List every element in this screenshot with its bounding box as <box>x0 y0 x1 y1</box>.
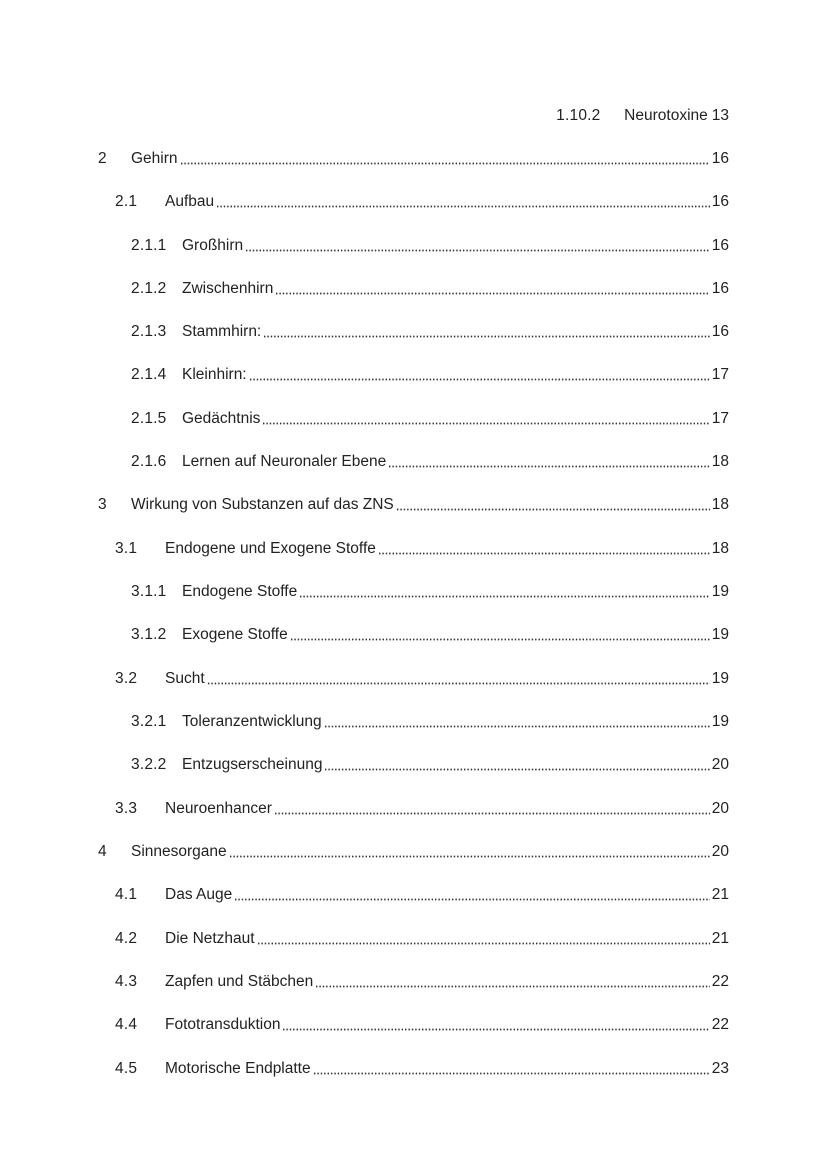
toc-entry-title: Großhirn <box>182 237 244 254</box>
toc-entry-title: Sinnesorgane <box>131 843 227 860</box>
toc-entry-title: Neurotoxine <box>624 107 708 124</box>
dot-leader <box>207 682 710 685</box>
toc-entry-number: 2.1.1 <box>131 237 167 254</box>
toc-entry-page: 16 <box>711 280 729 297</box>
toc-entry-page: 18 <box>711 540 729 557</box>
toc-entry-1-10-2[interactable] <box>556 103 729 125</box>
toc-entry-number: 4.4 <box>115 1016 138 1033</box>
toc-entry-page: 22 <box>711 973 729 990</box>
toc-entry-title: Aufbau <box>165 193 215 210</box>
toc-entry-3[interactable] <box>98 492 729 514</box>
dot-leader <box>313 1072 710 1075</box>
toc-entry-4[interactable] <box>98 839 729 861</box>
toc-entry-number: 2 <box>98 150 107 167</box>
toc-entry-title: Die Netzhaut <box>165 930 255 947</box>
toc-entry-page: 19 <box>711 626 729 643</box>
toc-entry-title: Toleranzentwicklung <box>182 713 322 730</box>
toc-entry-page: 16 <box>711 150 729 167</box>
dot-leader <box>275 292 709 295</box>
toc-entry-page: 16 <box>711 193 729 210</box>
toc-entry-page: 19 <box>711 713 729 730</box>
dot-leader <box>262 422 709 425</box>
toc-entry-number: 3.1.1 <box>131 583 167 600</box>
toc-entry-number: 3 <box>98 496 107 513</box>
toc-entry-number: 1.10.2 <box>556 107 601 124</box>
toc-entry-title: Endogene Stoffe <box>182 583 298 600</box>
toc-entry-2-1-4[interactable] <box>131 362 729 384</box>
toc-entry-page: 22 <box>711 1016 729 1033</box>
toc-entry-3-1-1[interactable] <box>131 579 729 601</box>
dot-leader <box>263 335 710 338</box>
toc-entry-page: 19 <box>711 583 729 600</box>
toc-entry-number: 2.1.2 <box>131 280 167 297</box>
toc-entry-page: 19 <box>711 670 729 687</box>
dot-leader <box>324 725 710 728</box>
toc-entry-number: 2.1 <box>115 193 138 210</box>
toc-entry-2-1[interactable] <box>115 189 729 211</box>
toc-entry-4-2[interactable] <box>115 926 729 948</box>
toc-entry-title: Das Auge <box>165 886 233 903</box>
dot-leader <box>257 942 710 945</box>
toc-entry-number: 3.3 <box>115 800 138 817</box>
toc-entry-title: Zapfen und Stäbchen <box>165 973 314 990</box>
toc-entry-title: Neuroenhancer <box>165 800 272 817</box>
toc-entry-number: 3.2 <box>115 670 138 687</box>
toc-entry-title: Gehirn <box>131 150 178 167</box>
toc-entry-number: 3.2.2 <box>131 756 167 773</box>
toc-entry-title: Entzugserscheinung <box>182 756 323 773</box>
toc-entry-number: 2.1.4 <box>131 366 167 383</box>
toc-entry-title: Gedächtnis <box>182 410 261 427</box>
toc-entry-number: 4.2 <box>115 930 138 947</box>
toc-entry-number: 2.1.6 <box>131 453 167 470</box>
toc-entry-page: 17 <box>711 366 729 383</box>
toc-entry-3-2-1[interactable] <box>131 709 729 731</box>
toc-entry-page: 23 <box>711 1060 729 1077</box>
toc-entry-2[interactable] <box>98 146 729 168</box>
toc-entry-2-1-2[interactable] <box>131 276 729 298</box>
toc-entry-title: Fototransduktion <box>165 1016 281 1033</box>
toc-entry-page: 16 <box>711 323 729 340</box>
toc-entry-number: 3.1 <box>115 540 138 557</box>
toc-entry-number: 4.5 <box>115 1060 138 1077</box>
toc-entry-number: 2.1.3 <box>131 323 167 340</box>
dot-leader <box>249 378 710 381</box>
dot-leader <box>378 552 710 555</box>
toc-entry-page: 20 <box>711 800 729 817</box>
toc-entry-title: Sucht <box>165 670 205 687</box>
toc-entry-3-2-2[interactable] <box>131 752 729 774</box>
toc-entry-number: 4.3 <box>115 973 138 990</box>
toc-entry-number: 3.1.2 <box>131 626 167 643</box>
toc-entry-page: 21 <box>711 886 729 903</box>
toc-entry-3-2[interactable] <box>115 666 729 688</box>
toc-entry-title: Endogene und Exogene Stoffe <box>165 540 376 557</box>
dot-leader <box>299 595 710 598</box>
toc-entry-number: 4.1 <box>115 886 138 903</box>
toc-entry-2-1-6[interactable] <box>131 449 729 471</box>
toc-entry-page: 18 <box>711 453 729 470</box>
toc-entry-number: 3.2.1 <box>131 713 167 730</box>
toc-entry-4-4[interactable] <box>115 1012 729 1034</box>
toc-entry-3-1[interactable] <box>115 536 729 558</box>
dot-leader <box>290 638 710 641</box>
toc-entry-title: Stammhirn: <box>182 323 262 340</box>
toc-entry-2-1-5[interactable] <box>131 406 729 428</box>
toc-entry-4-1[interactable] <box>115 882 729 904</box>
toc-entry-page: 13 <box>711 107 729 124</box>
dot-leader <box>229 855 710 858</box>
toc-entry-title: Kleinhirn: <box>182 366 247 383</box>
dot-leader <box>396 508 710 511</box>
dot-leader <box>216 205 710 208</box>
toc-entry-number: 2.1.5 <box>131 410 167 427</box>
toc-entry-page: 16 <box>711 237 729 254</box>
toc-entry-2-1-1[interactable] <box>131 233 729 255</box>
toc-entry-page: 18 <box>711 496 729 513</box>
dot-leader <box>180 162 710 165</box>
toc-entry-page: 20 <box>711 843 729 860</box>
toc-entry-page: 20 <box>711 756 729 773</box>
toc-entry-number: 4 <box>98 843 107 860</box>
toc-entry-title: Exogene Stoffe <box>182 626 288 643</box>
dot-leader <box>324 768 709 771</box>
toc-entry-page: 17 <box>711 410 729 427</box>
dot-leader <box>315 985 710 988</box>
toc-entry-title: Wirkung von Substanzen auf das ZNS <box>131 496 394 513</box>
dot-leader <box>245 249 710 252</box>
toc-entry-4-5[interactable] <box>115 1056 729 1078</box>
dot-leader <box>274 812 710 815</box>
toc-entry-title: Motorische Endplatte <box>165 1060 311 1077</box>
toc-entry-page: 21 <box>711 930 729 947</box>
toc-entry-3-1-2[interactable] <box>131 622 729 644</box>
toc-entry-4-3[interactable] <box>115 969 729 991</box>
toc-entry-title: Zwischenhirn <box>182 280 274 297</box>
dot-leader <box>234 898 710 901</box>
toc-entry-3-3[interactable] <box>115 796 729 818</box>
dot-leader <box>388 465 710 468</box>
toc-entry-2-1-3[interactable] <box>131 319 729 341</box>
toc-entry-title: Lernen auf Neuronaler Ebene <box>182 453 387 470</box>
dot-leader <box>282 1028 709 1031</box>
